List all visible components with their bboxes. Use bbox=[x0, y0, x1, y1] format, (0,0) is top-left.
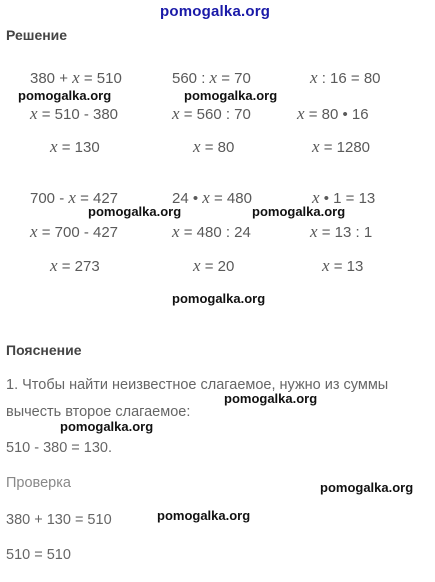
equation-c2r2: x = 560 : 70 bbox=[172, 104, 251, 123]
check-label: Проверка bbox=[6, 475, 71, 491]
equation-c1r4: 700 - x = 427 bbox=[30, 188, 119, 207]
equation-c1r6: x = 273 bbox=[50, 256, 100, 275]
equation-c2r1: 560 : x = 70 bbox=[172, 68, 251, 87]
explanation-calc: 510 - 380 = 130. bbox=[6, 440, 113, 456]
watermark-4: pomogalka.org bbox=[252, 204, 346, 219]
solution-heading: Решение bbox=[6, 27, 68, 43]
equation-c2r3: x = 80 bbox=[193, 137, 235, 156]
watermark-8: pomogalka.org bbox=[320, 480, 414, 495]
equation-c1r1: 380 + x = 510 bbox=[30, 68, 122, 87]
watermark-6: pomogalka.org bbox=[224, 391, 318, 406]
equation-c3r6: x = 13 bbox=[322, 256, 364, 275]
equation-c3r2: x = 80 • 16 bbox=[297, 104, 369, 123]
equation-c2r6: x = 20 bbox=[193, 256, 235, 275]
equation-c1r3: x = 130 bbox=[50, 137, 100, 156]
watermark-1: pomogalka.org bbox=[18, 88, 112, 103]
explanation-line-1: 1. Чтобы найти неизвестное слагаемое, нужно из суммы bbox=[6, 377, 389, 393]
equation-c2r5: x = 480 : 24 bbox=[172, 222, 251, 241]
watermark-2: pomogalka.org bbox=[184, 88, 278, 103]
explanation-line-2: вычесть второе слагаемое: bbox=[6, 404, 191, 420]
watermark-5: pomogalka.org bbox=[172, 291, 266, 306]
check-calc: 380 + 130 = 510 bbox=[6, 512, 112, 528]
equation-c3r5: x = 13 : 1 bbox=[310, 222, 373, 241]
equation-c3r3: x = 1280 bbox=[312, 137, 371, 156]
equation-c1r2: x = 510 - 380 bbox=[30, 104, 119, 123]
site-watermark-top: pomogalka.org bbox=[160, 3, 271, 20]
check-result: 510 = 510 bbox=[6, 547, 71, 563]
watermark-9: pomogalka.org bbox=[157, 508, 251, 523]
equation-c3r4: x • 1 = 13 bbox=[312, 188, 376, 207]
watermark-7: pomogalka.org bbox=[60, 419, 154, 434]
equation-c2r4: 24 • x = 480 bbox=[172, 188, 252, 207]
equation-c1r5: x = 700 - 427 bbox=[30, 222, 119, 241]
equation-c3r1: x : 16 = 80 bbox=[310, 68, 381, 87]
explanation-heading: Пояснение bbox=[6, 342, 82, 358]
watermark-3: pomogalka.org bbox=[88, 204, 182, 219]
